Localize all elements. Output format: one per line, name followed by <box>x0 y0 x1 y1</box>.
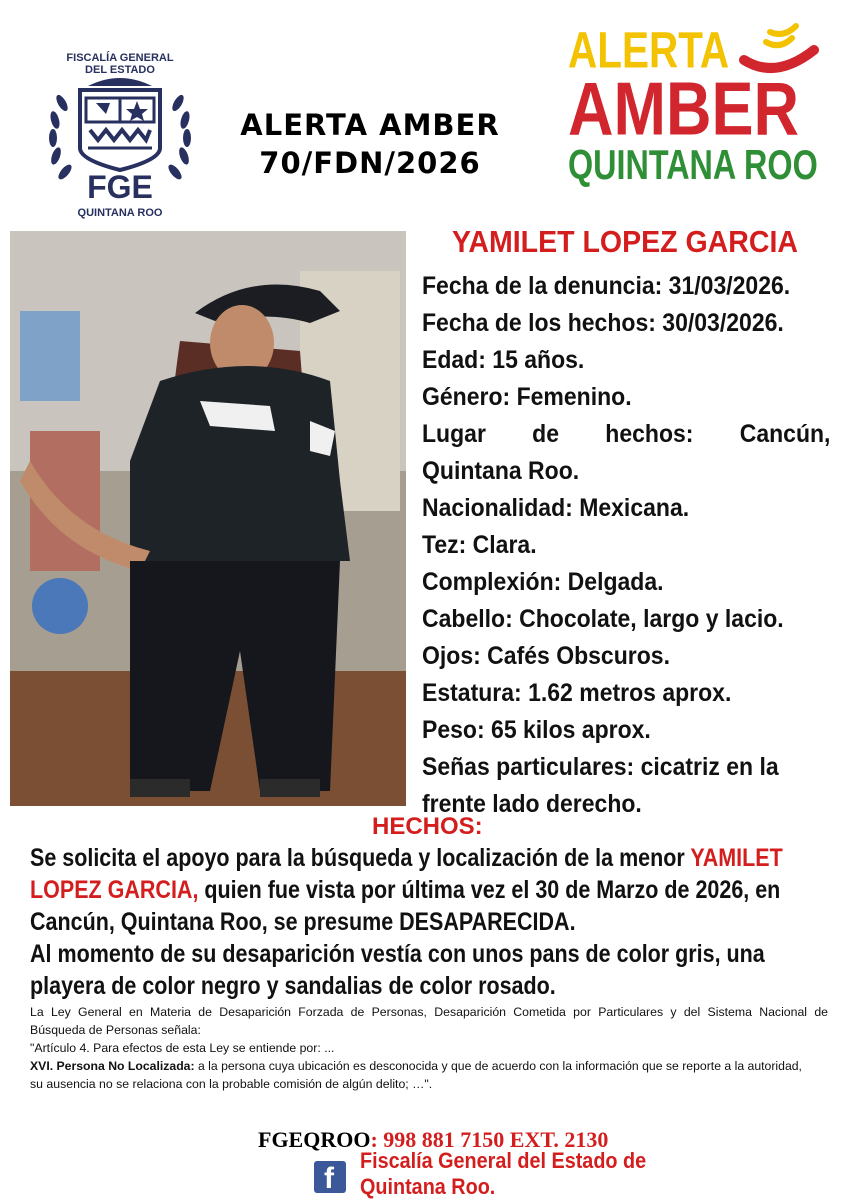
detail-lugar-word: Cancún, <box>739 420 831 448</box>
detail-lugar-cont: Quintana Roo. <box>422 457 580 485</box>
missing-person-name: YAMILET LOPEZ GARCIA <box>452 224 798 259</box>
hechos-text: Se solicita el apoyo para la búsqueda y localización de la menor <box>30 844 691 872</box>
facebook-page-line2: Quintana Roo. <box>360 1174 496 1199</box>
hechos-heading: HECHOS: <box>372 813 483 840</box>
detail-lugar-word: Lugar <box>422 420 486 448</box>
alert-code: 70/FDN/2026 <box>259 146 481 180</box>
detail-complexion: Complexión: Delgada. <box>422 568 664 596</box>
hechos-line: playera de color negro y sandalias de color rosado. <box>30 972 556 1000</box>
fge-logo <box>40 48 200 223</box>
legal-line: su ausencia no se relaciona con la probable comisión de algún delito; …". <box>30 1077 433 1091</box>
fge-logo-bottom-text: QUINTANA ROO <box>77 207 163 219</box>
detail-cabello: Cabello: Chocolate, largo y lacio. <box>422 605 784 633</box>
alert-title: ALERTA AMBER <box>240 108 500 142</box>
legal-term: XVI. Persona No Localizada: <box>30 1059 195 1073</box>
alert-header <box>200 106 540 182</box>
legal-line: La Ley General en Materia de Desaparición Forzada de Personas, Desaparición Cometida por Particulares y del Sistema Nacional de <box>30 1005 828 1019</box>
detail-estatura: Estatura: 1.62 metros aprox. <box>422 679 732 707</box>
detail-fecha-denuncia: Fecha de la denuncia: 31/03/2026. <box>422 272 791 300</box>
detail-ojos: Ojos: Cafés Obscuros. <box>422 642 670 670</box>
detail-lugar-word: de <box>532 420 560 448</box>
facebook-icon[interactable]: f <box>314 1161 346 1193</box>
hechos-line <box>30 874 781 906</box>
facebook-page-name[interactable] <box>360 1148 646 1200</box>
fge-logo-top-text-1: FISCALÍA GENERAL <box>66 52 174 64</box>
amber-logo-word-amber: AMBER <box>568 67 799 151</box>
detail-senas-cont: frente lado derecho. <box>422 790 642 818</box>
legal-line: "Artículo 4. Para efectos de esta Ley se entiende por: ... <box>30 1041 335 1055</box>
contact-number: : 998 881 7150 EXT. 2130 <box>370 1127 609 1152</box>
detail-lugar-word: hechos: <box>605 420 694 448</box>
laurel-right-icon <box>166 93 191 181</box>
fge-logo-acronym: FGE <box>87 169 153 205</box>
amber-logo-word-alerta: ALERTA <box>568 22 730 79</box>
detail-tez: Tez: Clara. <box>422 531 537 559</box>
hechos-name: LOPEZ GARCIA, <box>30 876 199 904</box>
amber-alert-logo <box>568 20 824 190</box>
shield-icon <box>80 78 160 170</box>
legal-line <box>30 1057 824 1075</box>
legal-definition: a la persona cuya ubicación es desconocida y que de acuerdo con la información que se reporte a la autoridad, <box>194 1059 802 1073</box>
detail-nacionalidad: Nacionalidad: Mexicana. <box>422 494 690 522</box>
detail-edad: Edad: 15 años. <box>422 346 585 374</box>
amber-logo-word-quintana-roo: QUINTANA ROO <box>568 141 818 188</box>
person-details <box>422 268 832 823</box>
detail-senas: Señas particulares: cicatriz en la <box>422 753 779 781</box>
hechos-body <box>30 842 830 1002</box>
hechos-line: Cancún, Quintana Roo, se presume DESAPARECIDA. <box>30 908 576 936</box>
hechos-line: Al momento de su desaparición vestía con unos pans de color gris, una <box>30 940 765 968</box>
signal-arcs-icon <box>736 20 826 100</box>
detail-fecha-hechos: Fecha de los hechos: 30/03/2026. <box>422 309 784 337</box>
laurel-left-icon <box>49 93 74 181</box>
hechos-text: quien fue vista por última vez el 30 de Marzo de 2026, en <box>198 876 781 904</box>
missing-person-photo <box>10 231 406 806</box>
detail-genero: Género: Femenino. <box>422 383 632 411</box>
fge-logo-top-text-2: DEL ESTADO <box>85 64 155 76</box>
contact-org: FGEQROO <box>258 1127 371 1152</box>
detail-peso: Peso: 65 kilos aprox. <box>422 716 651 744</box>
hechos-name: YAMILET <box>690 844 783 872</box>
legal-text <box>30 1003 828 1093</box>
detail-lugar <box>422 416 830 453</box>
legal-line: Búsqueda de Personas señala: <box>30 1023 201 1037</box>
hechos-line <box>30 842 783 874</box>
facebook-page-line1: Fiscalía General del Estado de <box>360 1148 647 1173</box>
